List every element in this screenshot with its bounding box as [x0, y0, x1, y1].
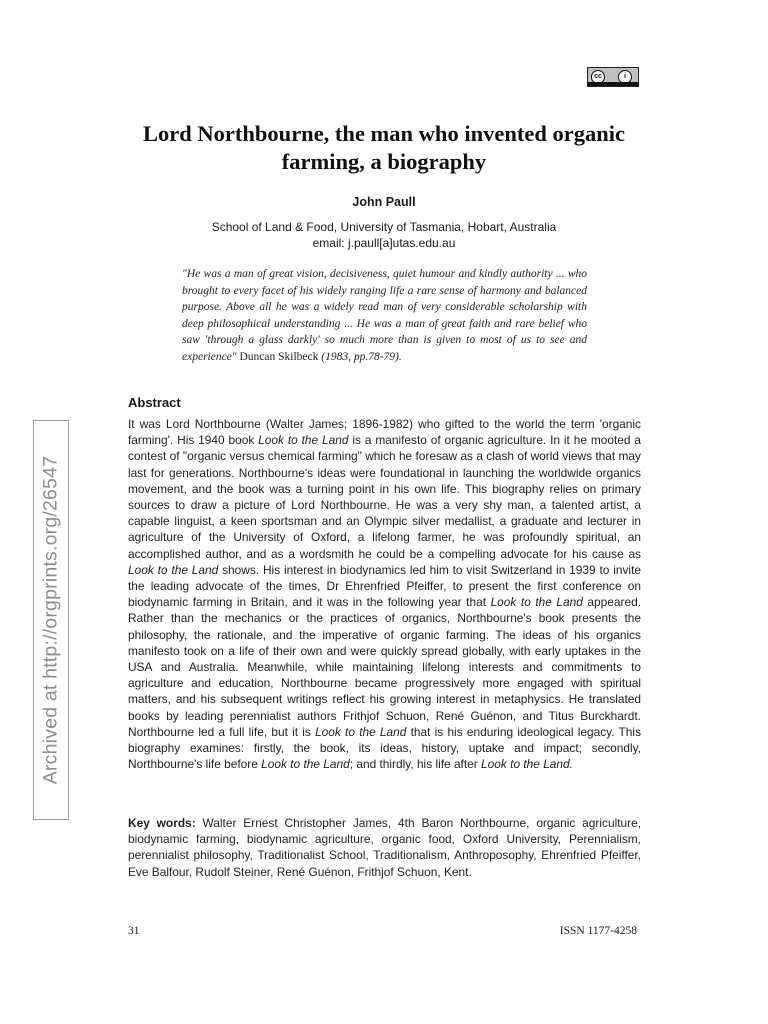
author-email: email: j.paull[a]utas.edu.au	[312, 236, 456, 250]
book-title: Look to the Land	[258, 433, 349, 448]
abstract-body	[128, 416, 641, 772]
book-title: Look to the Land	[128, 562, 219, 577]
book-title: Look to the Land	[490, 595, 583, 610]
keywords-paragraph	[128, 815, 641, 880]
book-title: Look to the Land.	[481, 757, 573, 772]
author-name: John Paull	[352, 195, 416, 209]
issn: ISSN 1177-4258	[559, 925, 637, 937]
badge-strip	[588, 82, 638, 86]
archive-stamp-text: Archived at http://orgprints.org/26547	[39, 455, 62, 785]
affiliation: School of Land & Food, University of Tasmania, Hobart, Australia	[211, 220, 557, 234]
creative-commons-badge	[587, 67, 639, 87]
cc-icon: cc	[591, 70, 605, 84]
abstract-text: ; and thirdly, his life after	[349, 757, 482, 772]
epigraph-quote	[182, 266, 587, 366]
abstract-text: that is his enduring ideological legacy. This biography examines: firstly, the book, its ideas, history, uptake and impact; secondly, Northbourne's life before	[128, 724, 642, 772]
abstract-text: shows. His interest in biodynamics led him to visit Switzerland in 1939 to invite the leading advocate of the times, Dr Ehrenfried Pfeiffer, to present the first conference on biodynamic farming in Britain, and it was in the following year that	[128, 562, 641, 610]
book-title: Look to the Land	[261, 757, 350, 772]
keywords-text: Walter Ernest Christopher James, 4th Baron Northbourne, organic agriculture, biodynamic farming, biodynamic agriculture, organic food, Oxford University, Perennialism, perennialist philosophy, Traditionalist School, Traditionalism, Anthroposophy, Ehrenfried Pfeiffer, Eve Balfour, Rudolf Steiner, René Guénon, Frithjof Schuon, Kent.	[128, 816, 641, 879]
book-title: Look to the Land	[315, 724, 407, 739]
author-affiliation-block	[100, 219, 668, 251]
epigraph-text: "He was a man of great vision, decisiveness, quiet humour and kindly authority ... who brought to every facet of his widely ranging life a rare sense of harmony and balanced purpose. Above all he was a widely read man of very considerable scholarship with deep philosophical understanding ... He was a man of great faith and rare belief who saw 'through a glass darkly' so much more than is given to most of us to see and experience"	[182, 268, 587, 363]
abstract-text: It was Lord Northbourne (Walter James; 1896-1982) who gifted to the world the term 'organic farming'. His 1940 book	[128, 417, 641, 448]
abstract-text: is a manifesto of organic agriculture. In it he mooted a contest of "organic versus chemical farming" which he foresaw as a clash of world views that may last for generations. Northbourne's ideas were foundational in launching the worldwide organics movement, and the book was a turning point in his own life. This biography relies on primary sources to draw a picture of Lord Northbourne. He was a very shy man, a talented artist, a capable linguist, a keen sportsman and an Olympic silver medallist, a graduate and lecturer in agriculture of the University of Oxford, a lifelong farmer, he was profoundly spiritual, an accomplished author, and as a wordsmith he could be a compelling advocate for his cause as	[128, 433, 641, 561]
abstract-heading: Abstract	[128, 395, 181, 410]
keywords-label: Key words:	[128, 816, 196, 830]
paper-title: Lord Northbourne, the man who invented organic farming, a biography	[143, 121, 625, 174]
by-attribution-icon: i	[618, 70, 632, 84]
page-number: 31	[128, 925, 140, 937]
epigraph-attribution-name: Duncan Skilbeck	[239, 350, 319, 363]
abstract-text: appeared. Rather than the mechanics or the practices of organics, Northbourne's book presents the philosophy, the rationale, and the imperative of organic farming. The ideas of his organics manifesto took on a life of their own and were quickly spread globally, with early uptakes in the USA and Australia. Meanwhile, while maintaining lifelong interests and commitments to agriculture and education, Northbourne became progressively more engaged with spiritual matters, and his subsequent writings reflect his growing interest in metaphysics. He translated books by leading perennialist authors Frithjof Schuon, René Guénon, and Titus Burckhardt. Northbourne led a full life, but it is	[128, 595, 641, 739]
epigraph-attribution-source: (1983, pp.78-79).	[321, 350, 402, 363]
